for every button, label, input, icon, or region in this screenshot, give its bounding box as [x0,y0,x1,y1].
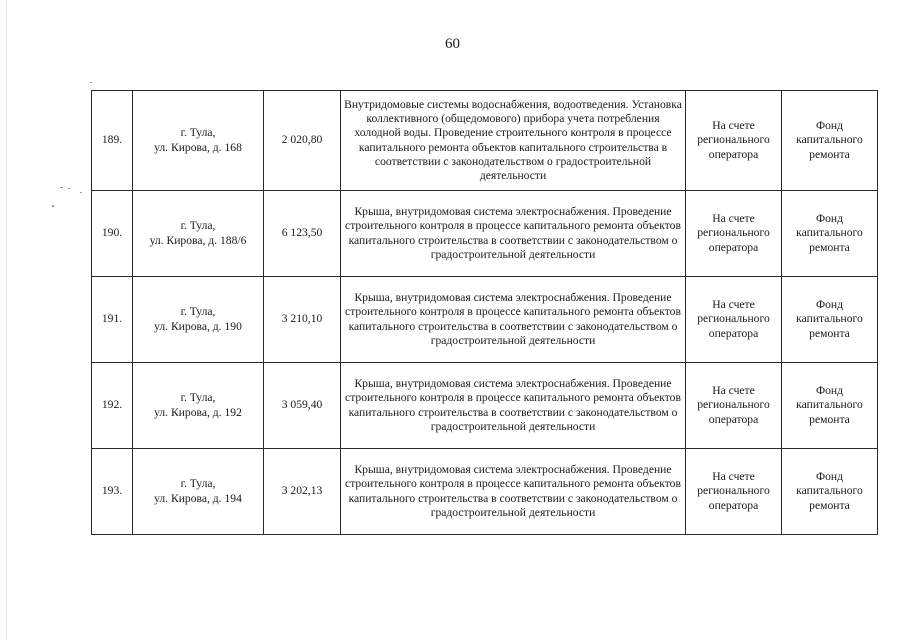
account-cell: На счете регионального оператора [686,191,782,277]
row-number: 189. [92,91,133,191]
scan-mark-dot [60,187,63,188]
funding-source-cell: Фонд капитального ремонта [782,91,878,191]
row-number: 192. [92,363,133,449]
scan-mark-dot [90,82,92,83]
works-description: Внутридомовые системы водоснабжения, водоотведения. Установка коллективного (общедомового) прибора учета потребления холодной воды. Проведение строительного контроля в процессе капитального ремонта объектов капитального строительства в соответствии с законодательством о градостроительной деятельности [341,91,686,191]
cost-cell: 2 020,80 [264,91,341,191]
address-street: ул. Кирова, д. 190 [154,319,242,333]
address-street: ул. Кирова, д. 188/6 [149,233,247,247]
cost-cell: 3 059,40 [264,363,341,449]
funding-source-cell: Фонд капитального ремонта [782,277,878,363]
scan-mark-dot [80,192,82,193]
address-street: ул. Кирова, д. 194 [154,491,242,505]
works-description: Крыша, внутридомовая система электроснабжения. Проведение строительного контроля в процессе капитального ремонта объектов капитального строительства в соответствии с законодательством о градостроительной деятельности [341,191,686,277]
table-row [92,191,878,277]
cost-cell: 3 202,13 [264,449,341,535]
funding-source-cell: Фонд капитального ремонта [782,449,878,535]
address-cell [133,191,264,277]
works-description: Крыша, внутридомовая система электроснабжения. Проведение строительного контроля в процессе капитального ремонта объектов капитального строительства в соответствии с законодательством о градостроительной деятельности [341,277,686,363]
page-number: 60 [445,36,460,52]
funding-source-cell: Фонд капитального ремонта [782,363,878,449]
cost-cell: 6 123,50 [264,191,341,277]
scan-mark-dot [68,188,70,189]
address-city: г. Тула, [180,391,216,405]
row-number: 190. [92,191,133,277]
address-street: ул. Кирова, д. 192 [154,405,242,419]
address-city: г. Тула, [180,219,216,233]
works-description: Крыша, внутридомовая система электроснабжения. Проведение строительного контроля в процессе капитального ремонта объектов капитального строительства в соответствии с законодательством о градостроительной деятельности [341,363,686,449]
funding-source-cell: Фонд капитального ремонта [782,191,878,277]
account-cell: На счете регионального оператора [686,91,782,191]
address-cell [133,449,264,535]
scan-mark-left-edge [6,0,7,640]
account-cell: На счете регионального оператора [686,363,782,449]
address-cell [133,91,264,191]
repair-works-table [91,90,878,535]
table-row [92,277,878,363]
address-city: г. Тула, [180,305,216,319]
address-cell [133,277,264,363]
table-row [92,363,878,449]
scan-mark-dot [52,205,54,207]
table-row [92,449,878,535]
row-number: 191. [92,277,133,363]
address-street: ул. Кирова, д. 168 [154,140,242,154]
table-row [92,91,878,191]
address-cell [133,363,264,449]
address-city: г. Тула, [180,477,216,491]
account-cell: На счете регионального оператора [686,449,782,535]
row-number: 193. [92,449,133,535]
cost-cell: 3 210,10 [264,277,341,363]
address-city: г. Тула, [180,126,216,140]
works-description: Крыша, внутридомовая система электроснабжения. Проведение строительного контроля в процессе капитального ремонта объектов капитального строительства в соответствии с законодательством о градостроительной деятельности [341,449,686,535]
account-cell: На счете регионального оператора [686,277,782,363]
